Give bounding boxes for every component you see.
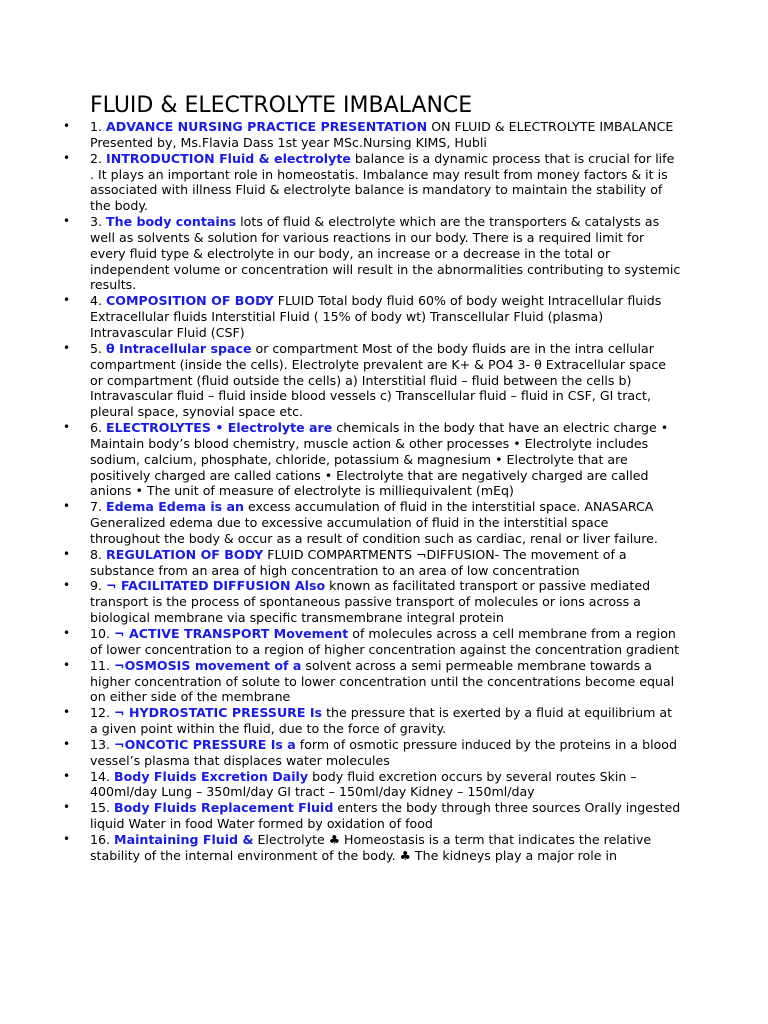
bullet-icon: •	[63, 578, 71, 593]
item-heading: ADVANCE NURSING PRACTICE PRESENTATION	[106, 119, 428, 134]
item-number: 9.	[90, 578, 107, 594]
slide-list	[0, 119, 768, 864]
item-text: excess accumulation of fluid in the interstitial space. ANASARCA Generalized edema due to excessive accumulation of fluid in the interstitial space throughout the body & occur as a result of condition such as cardiac, renal or liver failure.	[90, 499, 658, 546]
list-item	[63, 150, 682, 214]
item-number: 14.	[90, 768, 115, 784]
item-number: 15.	[90, 800, 115, 816]
item-heading: Edema Edema is an	[106, 499, 245, 515]
item-number: 13.	[90, 736, 115, 752]
item-text: lots of fluid & electrolyte which are the transporters & catalysts as well as solvents & solution for various reactions in our body. There is a required limit for every fluid type & electrolyte in our body, an increase or a decrease in the total or independent volume or concentration will result in the abnormalities contributing to systemic results.	[90, 214, 681, 293]
bullet-icon: •	[63, 657, 71, 672]
list-item	[63, 214, 682, 293]
item-text: balance is a dynamic process that is crucial for life . It plays an important role in homeostatis. Imbalance may result from money factors & it is associated with illness Fluid & electrolyte balance is mandatory to maintain the stability of the body.	[90, 150, 675, 214]
item-number: 2.	[90, 150, 107, 166]
list-item	[63, 578, 682, 626]
item-text: known as facilitated transport or passive mediated transport is the process of spontaneous passive transport of molecules or ions across a biological membrane via specific transmembrane integral protein	[90, 578, 651, 626]
list-item	[63, 546, 682, 579]
item-heading: REGULATION OF BODY	[106, 546, 264, 562]
item-number: 4.	[90, 293, 107, 309]
item-text: solvent across a semi permeable membrane towards a higher concentration of solute to lower concentration until the concentrations become equal on either side of the membrane	[90, 657, 675, 705]
item-heading: ¬ ACTIVE TRANSPORT Movement	[114, 626, 349, 641]
item-heading: ¬ FACILITATED DIFFUSION Also	[106, 578, 326, 594]
list-item	[63, 293, 682, 341]
item-number: 11.	[90, 657, 115, 673]
item-text: of molecules across a cell membrane from a region of lower concentration to a region of higher concentration against the concentration gradient	[90, 626, 680, 657]
item-heading: Body Fluids Replacement Fluid	[114, 800, 334, 816]
list-item	[63, 800, 682, 832]
list-item	[63, 736, 682, 769]
bullet-icon: •	[63, 420, 71, 435]
item-text: or compartment Most of the body fluids are in the intra cellular compartment (inside the cells). Electrolyte prevalent are K+ & PO4 3- θ Extracellular space or compartment (fluid outside the cells) a) Interstitial fluid – fluid between the cells b) Intravascular fluid – fluid inside blood vessels c) Transcellular fluid – fluid in CSF, GI tract, pleural space, synovial space etc.	[90, 340, 667, 420]
bullet-icon: •	[63, 150, 71, 165]
list-item	[63, 768, 682, 801]
bullet-icon: •	[63, 293, 71, 308]
bullet-icon: •	[63, 340, 71, 355]
list-item	[63, 831, 682, 864]
item-heading: COMPOSITION OF BODY	[106, 293, 274, 309]
item-number: 1.	[90, 119, 107, 134]
bullet-icon: •	[63, 705, 71, 720]
list-item	[63, 626, 682, 658]
document-title: FLUID & ELECTROLYTE IMBALANCE	[90, 93, 473, 118]
item-heading: ¬ONCOTIC PRESSURE Is a	[114, 736, 296, 752]
item-text: form of osmotic pressure induced by the proteins in a blood vessel’s plasma that displaces water molecules	[90, 736, 677, 768]
item-number: 16.	[90, 831, 115, 847]
item-text: enters the body through three sources Orally ingested liquid Water in food Water formed by oxidation of food	[90, 800, 681, 832]
item-heading: Body Fluids Excretion Daily	[114, 768, 309, 784]
item-number: 7.	[90, 499, 107, 515]
bullet-icon: •	[63, 831, 71, 846]
item-number: 10.	[90, 626, 115, 641]
bullet-icon: •	[63, 214, 71, 229]
item-heading: Maintaining Fluid &	[114, 831, 254, 847]
item-heading: ¬ HYDROSTATIC PRESSURE Is	[114, 705, 323, 721]
list-item	[63, 499, 682, 547]
list-item	[63, 705, 682, 737]
bullet-icon: •	[63, 736, 71, 751]
list-item	[63, 119, 682, 151]
item-number: 6.	[90, 420, 107, 436]
item-number: 3.	[90, 214, 107, 230]
item-text: Electrolyte ♣ Homeostasis is a term that indicates the relative stability of the internal environment of the body. ♣ The kidneys play a major role in	[90, 831, 652, 863]
item-text: chemicals in the body that have an electric charge • Maintain body’s blood chemistry, muscle action & other processes • Electrolyte includes sodium, calcium, phosphate, chloride, potassium & magnesium • Electrolyte that are positively charged are called cations • Electrolyte that are negatively charged are called anions • The unit of measure of electrolyte is milliequivalent (mEq)	[90, 420, 669, 499]
item-heading: The body contains	[106, 214, 237, 230]
bullet-icon: •	[63, 499, 71, 514]
list-item	[63, 340, 682, 420]
item-number: 12.	[90, 705, 115, 721]
item-heading: ¬OSMOSIS movement of a	[114, 657, 302, 673]
item-heading: θ Intracellular space	[106, 340, 252, 356]
item-number: 8.	[90, 546, 107, 562]
item-number: 5.	[90, 340, 107, 356]
list-item	[63, 657, 682, 706]
item-text: FLUID COMPARTMENTS ¬DIFFUSION- The movement of a substance from an area of high concentration to an area of low concentration	[90, 546, 627, 578]
item-text: ON FLUID & ELECTROLYTE IMBALANCE Presented by, Ms.Flavia Dass 1st year MSc.Nursing KIMS, Hubli	[90, 119, 674, 150]
bullet-icon: •	[63, 119, 71, 133]
bullet-icon: •	[63, 768, 71, 783]
item-text: the pressure that is exerted by a fluid at equilibrium at a given point within the fluid, due to the force of gravity.	[90, 705, 673, 737]
item-heading: INTRODUCTION Fluid & electrolyte	[106, 150, 351, 166]
bullet-icon: •	[63, 800, 71, 815]
bullet-icon: •	[63, 626, 71, 640]
list-item	[63, 420, 682, 499]
item-heading: ELECTROLYTES • Electrolyte are	[106, 420, 333, 436]
item-text: body fluid excretion occurs by several routes Skin – 400ml/day Lung – 350ml/day GI tract – 150ml/day Kidney – 150ml/day	[90, 768, 637, 800]
bullet-icon: •	[63, 546, 71, 561]
item-text: FLUID Total body fluid 60% of body weight Intracellular fluids Extracellular fluids Interstitial Fluid ( 15% of body wt) Transcellular Fluid (plasma) Intravascular Fluid (CSF)	[90, 293, 662, 340]
